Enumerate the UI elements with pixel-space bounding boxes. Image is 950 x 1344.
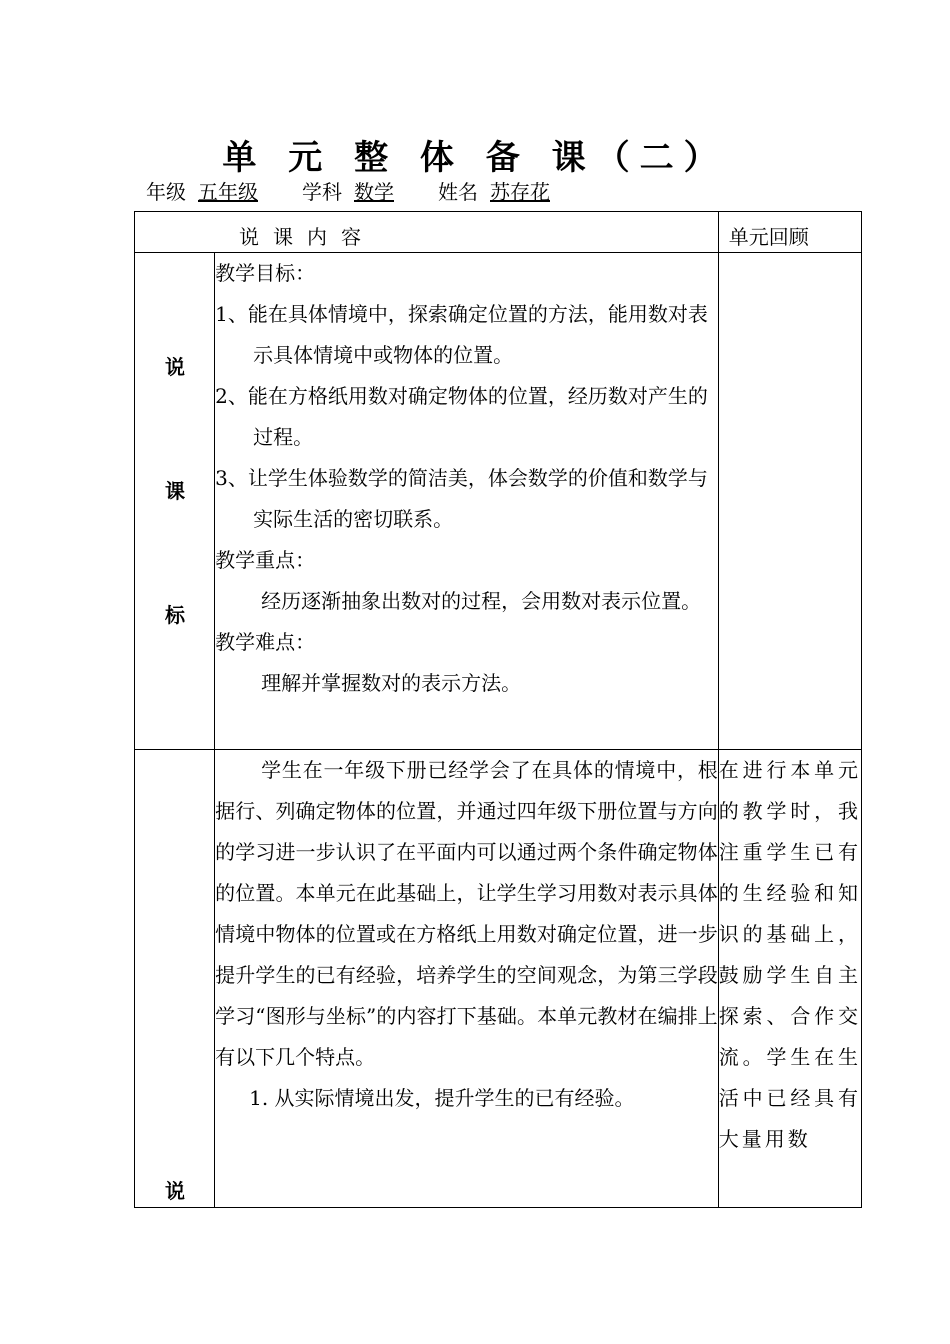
objective-item: 1、能在具体情境中，探索确定位置的方法，能用数对表示具体情境中或物体的位置。 [215, 302, 708, 367]
textbook-content-cell [215, 750, 719, 1208]
header-content-label: 说课内容 [239, 225, 375, 249]
standards-row [135, 253, 862, 750]
grade-label: 年级 [146, 180, 186, 204]
textbook-row [135, 750, 862, 1208]
textbook-item: 1. 从实际情境出发，提升学生的已有经验。 [249, 1086, 635, 1110]
standards-review-cell [718, 253, 861, 750]
page-title: 单 元 整 体 备 课（二） [222, 138, 728, 178]
side-char: 说 [165, 355, 185, 379]
objective-item: 2、能在方格纸用数对确定物体的位置，经历数对产生的过程。 [215, 384, 708, 449]
keypoint-text: 经历逐渐抽象出数对的过程，会用数对表示位置。 [261, 589, 702, 613]
table-header-row [135, 212, 862, 253]
objectives-heading: 教学目标： [215, 261, 316, 285]
standards-content-cell [215, 253, 719, 750]
keypoint-heading: 教学重点： [215, 548, 316, 572]
side-char: 课 [165, 479, 185, 503]
header-review-cell [718, 212, 861, 253]
subject-label: 学科 [302, 180, 342, 204]
header-content-cell [135, 212, 719, 253]
name-label: 姓名 [438, 180, 478, 204]
grade-value: 五年级 [198, 180, 258, 204]
subject-value: 数学 [354, 180, 394, 204]
side-char: 标 [165, 603, 185, 627]
header-review-label: 单元回顾 [728, 225, 809, 249]
objective-item: 3、让学生体验数学的简洁美，体会数学的价值和数学与实际生活的密切联系。 [215, 466, 708, 531]
difficulty-heading: 教学难点： [215, 630, 316, 654]
side-char: 说 [165, 1179, 185, 1203]
lesson-table [134, 211, 862, 1208]
name-value: 苏存花 [490, 180, 550, 204]
textbook-paragraph: 学生在一年级下册已经学会了在具体的情境中，根据行、列确定物体的位置，并通过四年级下册位置与方向的学习进一步认识了在平面内可以通过两个条件确定物体的位置。本单元在此基础上，让学生学习用数对表示具体情境中物体的位置或在方格纸上用数对确定位置，进一步提升学生的已有经验，培养学生的空间观念，为第三学段学习“图形与坐标”的内容打下基础。本单元教材在编排上有以下几个特点。 [215, 758, 718, 1069]
difficulty-text: 理解并掌握数对的表示方法。 [261, 671, 522, 695]
header-info [146, 176, 594, 205]
textbook-review-cell: 在进行本单元的教学时，我注重学生已有的生经验和知识的基础上，鼓励学生自主探索、合作交流。学生在生活中已经具有大量用数 [718, 750, 861, 1208]
standards-side-cell [135, 253, 215, 750]
textbook-side-cell [135, 750, 215, 1208]
